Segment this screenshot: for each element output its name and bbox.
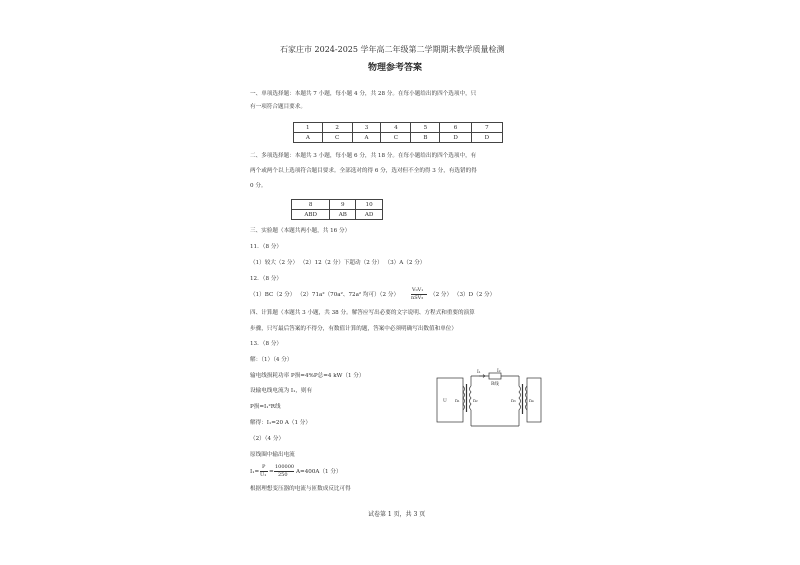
q-answer: D bbox=[440, 133, 471, 143]
n3-label: n₃ bbox=[511, 399, 516, 404]
exam-title: 石家庄市 2024-2025 学年高二年级第二学期期末教学质量检测 bbox=[280, 45, 505, 54]
coil-n3 bbox=[519, 376, 521, 426]
q-answer: C bbox=[322, 133, 352, 143]
q-number: 2 bbox=[322, 123, 352, 133]
question-12-label: 12．（8 分） bbox=[250, 276, 283, 282]
current-i1-label: I₁ bbox=[477, 370, 481, 375]
q-answer: B bbox=[411, 133, 440, 143]
q-answer: AB bbox=[330, 210, 356, 220]
section2-line3: 0 分。 bbox=[250, 183, 267, 189]
answer-sheet-page bbox=[250, 38, 550, 558]
resistor-label: R线 bbox=[491, 382, 499, 387]
n4-label: n₄ bbox=[529, 399, 534, 404]
step-5: （2）（4 分） bbox=[250, 436, 285, 442]
q-answer: D bbox=[471, 133, 502, 143]
document-title: 物理参考答案 bbox=[368, 63, 423, 73]
section2-line2: 两个或两个以上选项符合题目要求。全部选对的得 6 分，选对但不全的得 3 分，有选错的得 bbox=[250, 168, 477, 174]
section1-line1: 一、单项选择题：本题共 7 小题，每小题 4 分，共 28 分。在每小题给出的四个选项中，只 bbox=[250, 91, 477, 97]
step-3: P损=I₁²R线 bbox=[250, 404, 281, 410]
table-row bbox=[292, 200, 383, 210]
section4-line2: 步骤，只写最后答案的不得分，有数值计算的题，答案中必须明确写出数值和单位） bbox=[250, 326, 457, 332]
formula-den1: U₁ bbox=[260, 472, 267, 478]
step-8: 根据理想变压器的电流与匝数成反比可得 bbox=[250, 486, 351, 492]
q-answer: AD bbox=[356, 210, 383, 220]
step-1: 输电线损耗功率 P损=4%P总=4 kW（1 分） bbox=[250, 373, 365, 379]
q-answer: A bbox=[352, 133, 381, 143]
table-row bbox=[294, 123, 503, 133]
q-number: 6 bbox=[440, 123, 471, 133]
coil-n2 bbox=[470, 386, 472, 410]
q-answer: A bbox=[294, 133, 323, 143]
formula-eq: = bbox=[269, 469, 274, 475]
table-row bbox=[294, 133, 503, 143]
transformer-circuit-diagram bbox=[435, 368, 543, 432]
step-4: 解得：I₁=20 A（1 分） bbox=[250, 420, 311, 426]
q-number: 4 bbox=[381, 123, 411, 133]
section4-line1: 四、计算题（本题共 3 小题，共 38 分。解答应写出必要的文字说明、方程式和重要的演算 bbox=[250, 310, 475, 316]
multi-choice-answer-table bbox=[291, 199, 383, 220]
formula-lhs: I₁= bbox=[250, 469, 260, 475]
q-answer: ABD bbox=[292, 210, 330, 220]
page-footer: 试卷第 1 页，共 3 页 bbox=[368, 511, 426, 518]
q-number: 3 bbox=[352, 123, 381, 133]
question-11-answer: （1）较大（2 分） （2）12（2 分）下超动（2 分） （3）A（2 分） bbox=[250, 260, 426, 266]
q-number: 7 bbox=[471, 123, 502, 133]
n1-label: n₁ bbox=[455, 399, 460, 404]
current-i2-label: I₂ bbox=[497, 369, 501, 374]
step-2: 设输电线电流为 I₁，则有 bbox=[250, 388, 313, 394]
formula-num1: P bbox=[262, 464, 266, 470]
question-11-label: 11．（8 分） bbox=[250, 244, 283, 250]
q-answer: C bbox=[381, 133, 411, 143]
formula-rhs: A=400A（1 分） bbox=[296, 469, 342, 475]
q-number: 5 bbox=[411, 123, 440, 133]
fraction-denominator: nSV₂ bbox=[411, 295, 424, 301]
question-12-answer-a: （1）BC（2 分） （2）71a²（70a²、72a² 均可）（2 分） bbox=[250, 292, 400, 298]
question-13-label: 13．（8 分） bbox=[250, 341, 283, 347]
voltage-u-label: U bbox=[443, 399, 447, 404]
section3-heading: 三、实验题（本题共两小题，共 16 分） bbox=[250, 228, 351, 234]
step-6: 原线圈中输出电流 bbox=[250, 452, 295, 458]
fraction-numerator: V₀V₁ bbox=[412, 287, 424, 293]
formula-num2: 100000 bbox=[275, 464, 295, 470]
solution-part1: 解：（1）（4 分） bbox=[250, 357, 293, 363]
question-12-answer-b: （2 分） （3）D（2 分） bbox=[430, 292, 496, 298]
q-number: 1 bbox=[294, 123, 323, 133]
single-choice-answer-table bbox=[293, 122, 503, 143]
section2-line1: 二、多项选择题：本题共 3 小题，每小题 6 分，共 18 分。在每小题给出的四个选项中，有 bbox=[250, 153, 477, 159]
section1-line2: 有一项符合题目要求。 bbox=[250, 104, 306, 110]
q-number: 8 bbox=[292, 200, 330, 210]
formula-den2: 250 bbox=[278, 472, 288, 478]
q-number: 10 bbox=[356, 200, 383, 210]
table-row bbox=[292, 210, 383, 220]
q-number: 9 bbox=[330, 200, 356, 210]
n2-label: n₂ bbox=[473, 399, 478, 404]
